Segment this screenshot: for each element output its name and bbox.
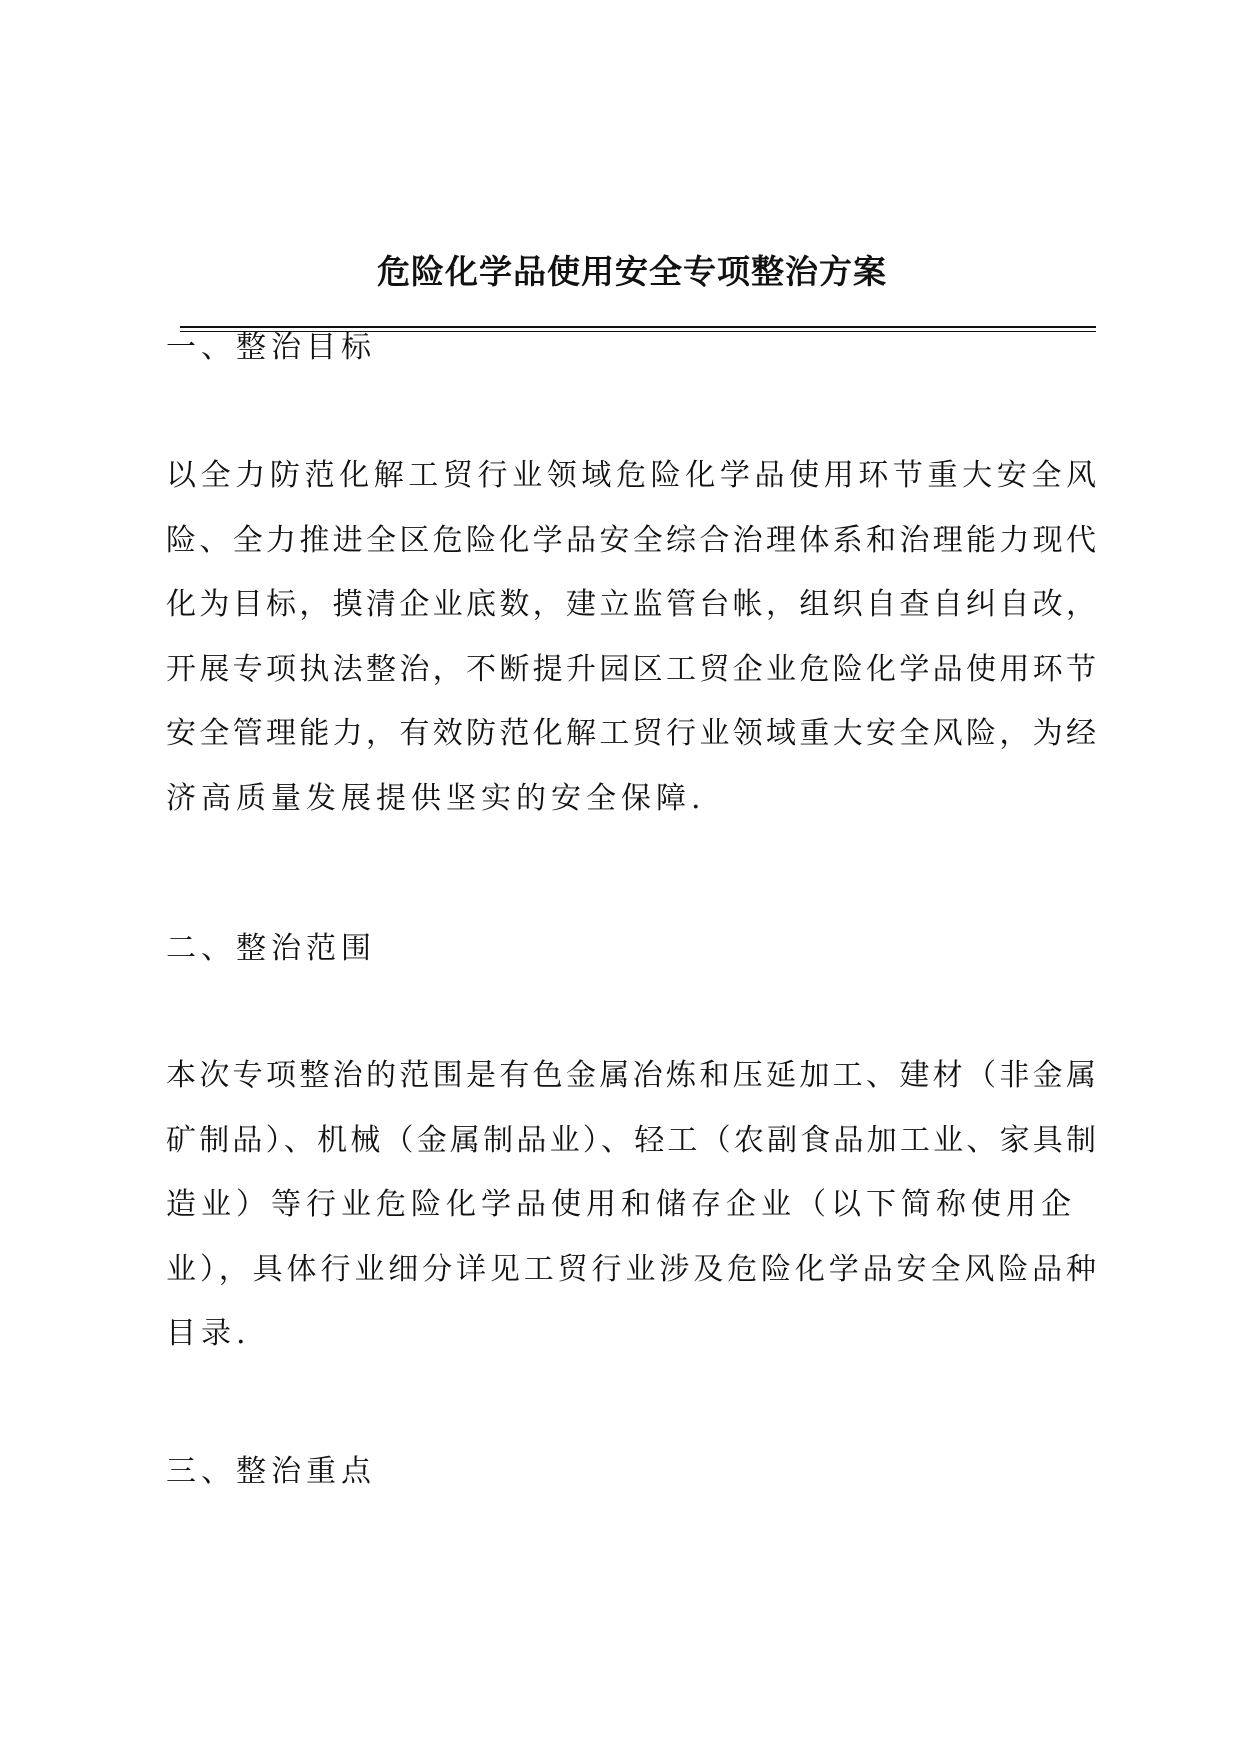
paragraph-line: 目录.: [166, 1316, 251, 1351]
document-title: 危险化学品使用安全专项整治方案: [377, 252, 887, 291]
section-heading-scope: 二、整治范围: [166, 931, 376, 966]
paragraph-line: 业），具体行业细分详见工贸行业涉及危险化学品安全风险品种: [166, 1251, 1096, 1287]
paragraph-line: 济高质量发展提供坚实的安全保障.: [166, 780, 706, 816]
paragraph-line: 开展专项执法整治，不断提升园区工贸企业危险化学品使用环节: [166, 651, 1096, 687]
paragraph-line: 造业）等行业危险化学品使用和储存企业（以下简称使用企: [166, 1187, 1076, 1222]
paragraph-line: 安全管理能力，有效防范化解工贸行业领域重大安全风险，为经: [166, 716, 1096, 751]
paragraph-line: 以全力防范化解工贸行业领域危险化学品使用环节重大安全风: [166, 458, 1096, 493]
paragraph-line: 险、全力推进全区危险化学品安全综合治理体系和治理能力现代: [166, 522, 1096, 558]
paragraph-line: 矿制品）、机械（金属制品业）、轻工（农副食品加工业、家具制: [166, 1122, 1096, 1158]
paragraph-line: 化为目标，摸清企业底数，建立监管台帐，组织自查自纠自改，: [166, 587, 1096, 622]
section-heading-goals: 一、整治目标: [166, 330, 376, 365]
section-heading-focus: 三、整治重点: [166, 1454, 376, 1489]
paragraph-line: 本次专项整治的范围是有色金属冶炼和压延加工、建材（非金属: [166, 1058, 1096, 1093]
section-body-scope: [166, 1044, 1096, 1367]
section-body-goals: [166, 444, 1096, 831]
